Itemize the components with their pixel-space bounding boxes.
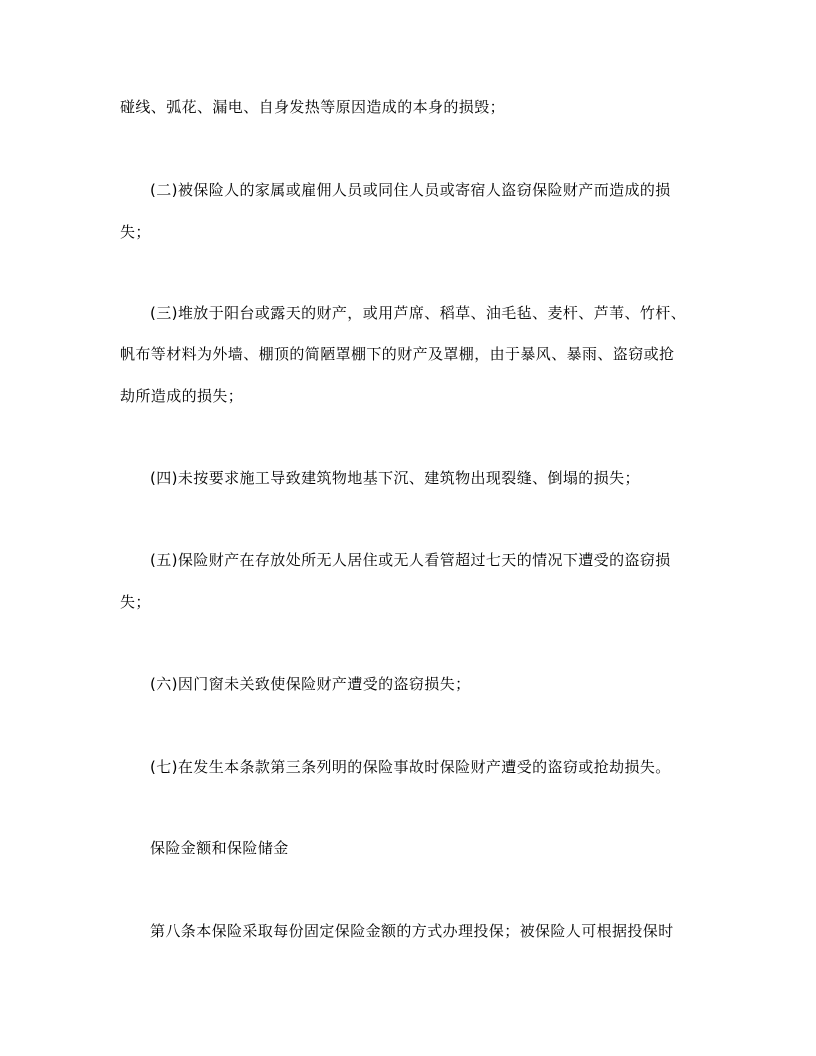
clause-2-line-2: 失； <box>120 223 151 241</box>
article-8-line-1: 第八条本保险采取每份固定保险金额的方式办理投保；被保险人可根据投保时 <box>150 922 674 940</box>
clause-7-line-1: (七)在发生本条款第三条列明的保险事故时保险财产遭受的盗窃或抢劫损失。 <box>150 758 671 776</box>
text-line-1: 碰线、弧花、漏电、自身发热等原因造成的本身的损毁； <box>120 98 506 116</box>
section-heading: 保险金额和保险储金 <box>150 839 289 857</box>
clause-5-line-2: 失； <box>120 593 151 611</box>
clause-2-line-1: (二)被保险人的家属或雇佣人员或同住人员或寄宿人盗窃保险财产而造成的损 <box>150 181 671 199</box>
clause-3-line-2: 帆布等材料为外墙、棚顶的简陋罩棚下的财产及罩棚，由于暴风、暴雨、盗窃或抢 <box>120 345 675 363</box>
clause-5-line-1: (五)保险财产在存放处所无人居住或无人看管超过七天的情况下遭受的盗窃损 <box>150 551 671 569</box>
clause-4-line-1: (四)未按要求施工导致建筑物地基下沉、建筑物出现裂缝、倒塌的损失； <box>150 469 640 487</box>
clause-3-line-3: 劫所造成的损失； <box>120 387 244 405</box>
clause-6-line-1: (六)因门窗未关致使保险财产遭受的盗窃损失； <box>150 675 471 693</box>
clause-3-line-1: (三)堆放于阳台或露天的财产，或用芦席、稻草、油毛毡、麦杆、芦苇、竹杆、 <box>150 304 687 322</box>
